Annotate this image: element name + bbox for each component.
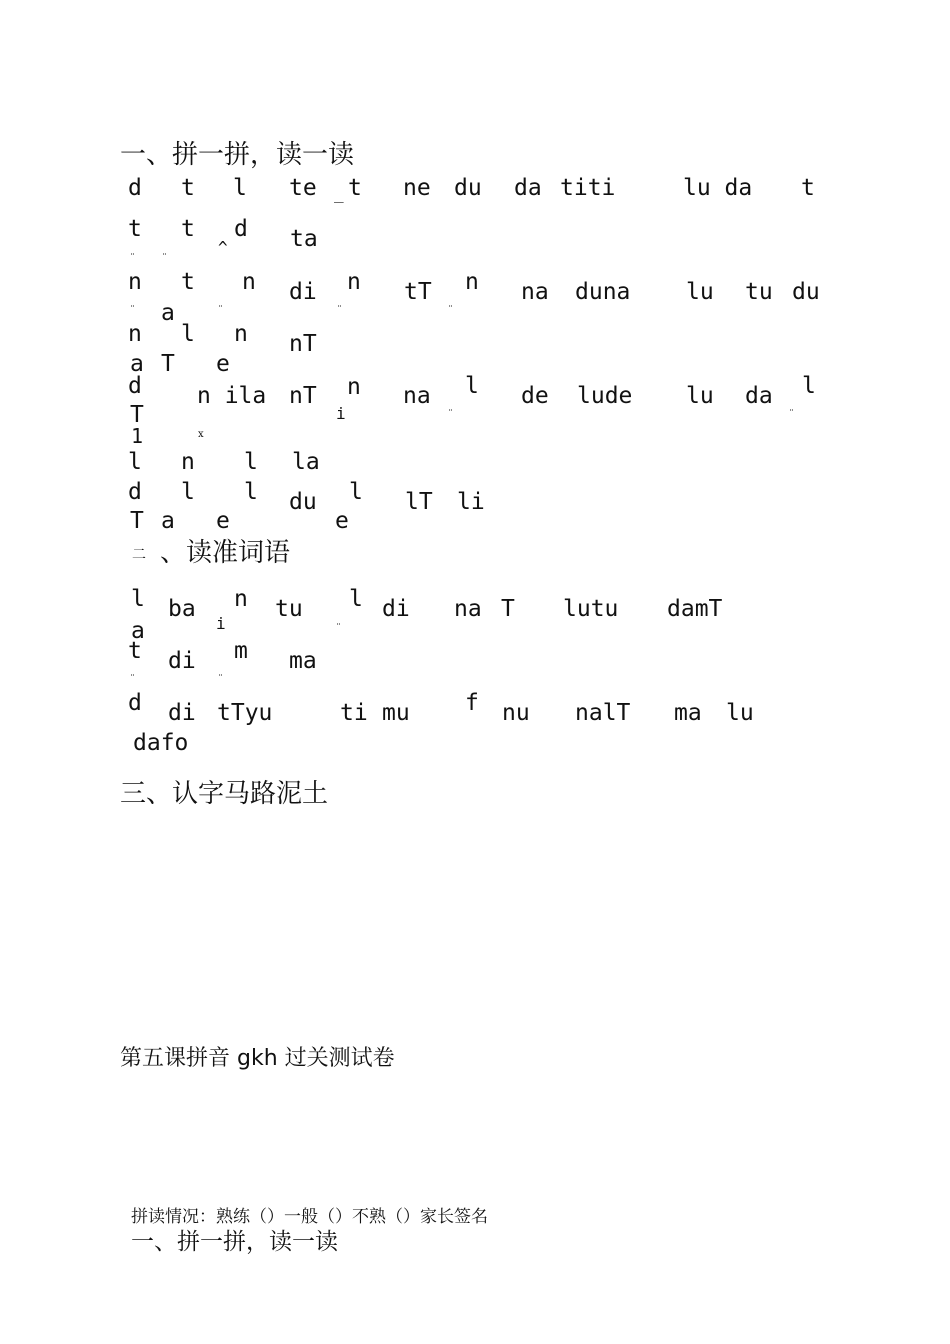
- pinyin-text: f: [465, 690, 479, 716]
- pinyin-text: t: [181, 269, 195, 295]
- dots-mark: ¨: [448, 409, 456, 420]
- pinyin-text: nalT: [575, 700, 631, 726]
- pinyin-text: da: [745, 383, 773, 409]
- dots-mark: ¨: [130, 253, 138, 264]
- pinyin-text: na: [454, 596, 482, 622]
- pinyin-text: na: [403, 383, 431, 409]
- pinyin-text: t: [801, 175, 815, 201]
- dots-mark: ¨: [789, 409, 797, 420]
- pinyin-mark: _: [334, 184, 344, 203]
- pinyin-text: t: [128, 638, 142, 664]
- pinyin-cut-text: e: [216, 508, 230, 534]
- pinyin-text: d: [128, 479, 142, 505]
- pinyin-mark: x: [198, 429, 204, 440]
- pinyin-text: du: [289, 489, 317, 515]
- pinyin-text: tTyu: [217, 700, 273, 726]
- pinyin-text: l: [349, 586, 363, 612]
- pinyin-text: ta: [290, 226, 318, 252]
- pinyin-text: l: [128, 449, 142, 475]
- pinyin-cut-text: a: [161, 300, 175, 326]
- pinyin-text: nu: [502, 700, 530, 726]
- pinyin-text: dafo: [133, 730, 189, 756]
- pinyin-text: t: [128, 216, 142, 242]
- pinyin-text: di: [168, 700, 196, 726]
- pinyin-text: di: [382, 596, 410, 622]
- pinyin-text: l: [802, 373, 816, 399]
- pinyin-text: 1: [131, 424, 144, 448]
- dots-mark: ¨: [336, 623, 344, 634]
- pinyin-text: li: [457, 489, 485, 515]
- pinyin-text: na: [521, 279, 549, 305]
- pinyin-text: t: [181, 175, 195, 201]
- pinyin-text: n: [242, 269, 256, 295]
- pinyin-text: ne: [403, 175, 431, 201]
- pinyin-text: la: [292, 449, 320, 475]
- pinyin-text: tu: [275, 596, 303, 622]
- pinyin-text: n: [347, 374, 361, 400]
- pinyin-text: nT: [289, 383, 317, 409]
- pinyin-text: n: [128, 269, 142, 295]
- pinyin-text: l: [233, 175, 247, 201]
- pinyin-text: d: [128, 175, 142, 201]
- section2-heading: 、读准词语: [160, 538, 291, 568]
- pinyin-cut-text: T: [130, 402, 144, 428]
- dots-mark: ¨: [162, 253, 170, 264]
- dots-mark: ¨: [218, 674, 226, 685]
- test-section1-heading: 一、拼一拼，读一读: [131, 1229, 338, 1255]
- pinyin-text: n: [234, 321, 248, 347]
- dots-mark: ¨: [130, 305, 138, 316]
- pinyin-text: m: [234, 638, 248, 664]
- pinyin-text: ma: [674, 700, 702, 726]
- pinyin-text: du: [792, 279, 820, 305]
- pinyin-mark: ^: [218, 238, 228, 257]
- pinyin-cut-text: a: [131, 618, 145, 644]
- test-title: 第五课拼音 gkh 过关测试卷: [120, 1046, 395, 1071]
- pinyin-text: mu: [382, 700, 410, 726]
- pinyin-text: n ila: [197, 383, 267, 409]
- pinyin-text: n: [234, 586, 248, 612]
- pinyin-text: du: [454, 175, 482, 201]
- pinyin-cut-text: i: [216, 614, 226, 633]
- pinyin-cut-text: e: [216, 351, 230, 377]
- section3-heading: 三、认字马路泥土: [120, 779, 329, 809]
- pinyin-text: lT: [405, 489, 433, 515]
- pinyin-text: d: [128, 373, 142, 399]
- pinyin-cut-text: a: [130, 351, 144, 377]
- pinyin-text: n: [465, 269, 479, 295]
- pinyin-text: l: [349, 479, 363, 505]
- pinyin-text: d: [234, 216, 248, 242]
- pinyin-text: lutu: [563, 596, 619, 622]
- pinyin-text: n: [347, 269, 361, 295]
- pinyin-text: lu: [686, 383, 714, 409]
- pinyin-text: n: [181, 449, 195, 475]
- dots-mark: ¨: [337, 305, 345, 316]
- pinyin-text: lu: [686, 279, 714, 305]
- pinyin-text: di: [168, 648, 196, 674]
- pinyin-text: lu da: [683, 175, 753, 201]
- pinyin-text: l: [181, 321, 195, 347]
- pinyin-text: nT: [289, 331, 317, 357]
- pinyin-text: l: [131, 586, 145, 612]
- pinyin-text: de: [521, 383, 549, 409]
- pinyin-text: ba: [168, 596, 196, 622]
- pinyin-text: tu: [745, 279, 773, 305]
- pinyin-cut-text: a: [161, 508, 175, 534]
- pinyin-text: ti: [340, 700, 368, 726]
- pinyin-text: n: [128, 321, 142, 347]
- pinyin-text: te: [289, 175, 317, 201]
- pinyin-text: da: [514, 175, 542, 201]
- pinyin-text: l: [244, 449, 258, 475]
- pinyin-text: d: [128, 690, 142, 716]
- pinyin-cut-text: T: [161, 351, 175, 377]
- pinyin-text: t: [181, 216, 195, 242]
- section2-heading-number: 二: [132, 547, 146, 563]
- section1-heading: 一、拼一拼，读一读: [120, 140, 355, 170]
- pinyin-text: titi: [560, 175, 616, 201]
- pinyin-text: ma: [289, 648, 317, 674]
- dots-mark: ¨: [130, 674, 138, 685]
- dots-mark: ¨: [218, 305, 226, 316]
- reading-status: 拼读情况：熟练（）一般（）不熟（）家长签名: [131, 1207, 488, 1227]
- dots-mark: ¨: [448, 305, 456, 316]
- pinyin-text: tT: [404, 279, 432, 305]
- pinyin-text: l: [244, 479, 258, 505]
- pinyin-text: duna: [575, 279, 631, 305]
- pinyin-text: l: [465, 373, 479, 399]
- pinyin-text: t: [348, 175, 362, 201]
- pinyin-cut-text: T: [130, 508, 144, 534]
- pinyin-text: T: [501, 596, 515, 622]
- pinyin-text: di: [289, 279, 317, 305]
- pinyin-text: l: [181, 479, 195, 505]
- pinyin-text: damT: [667, 596, 723, 622]
- pinyin-cut-text: e: [335, 508, 349, 534]
- pinyin-cut-text: i: [336, 404, 346, 423]
- pinyin-text: lu: [726, 700, 754, 726]
- pinyin-text: lude: [577, 383, 633, 409]
